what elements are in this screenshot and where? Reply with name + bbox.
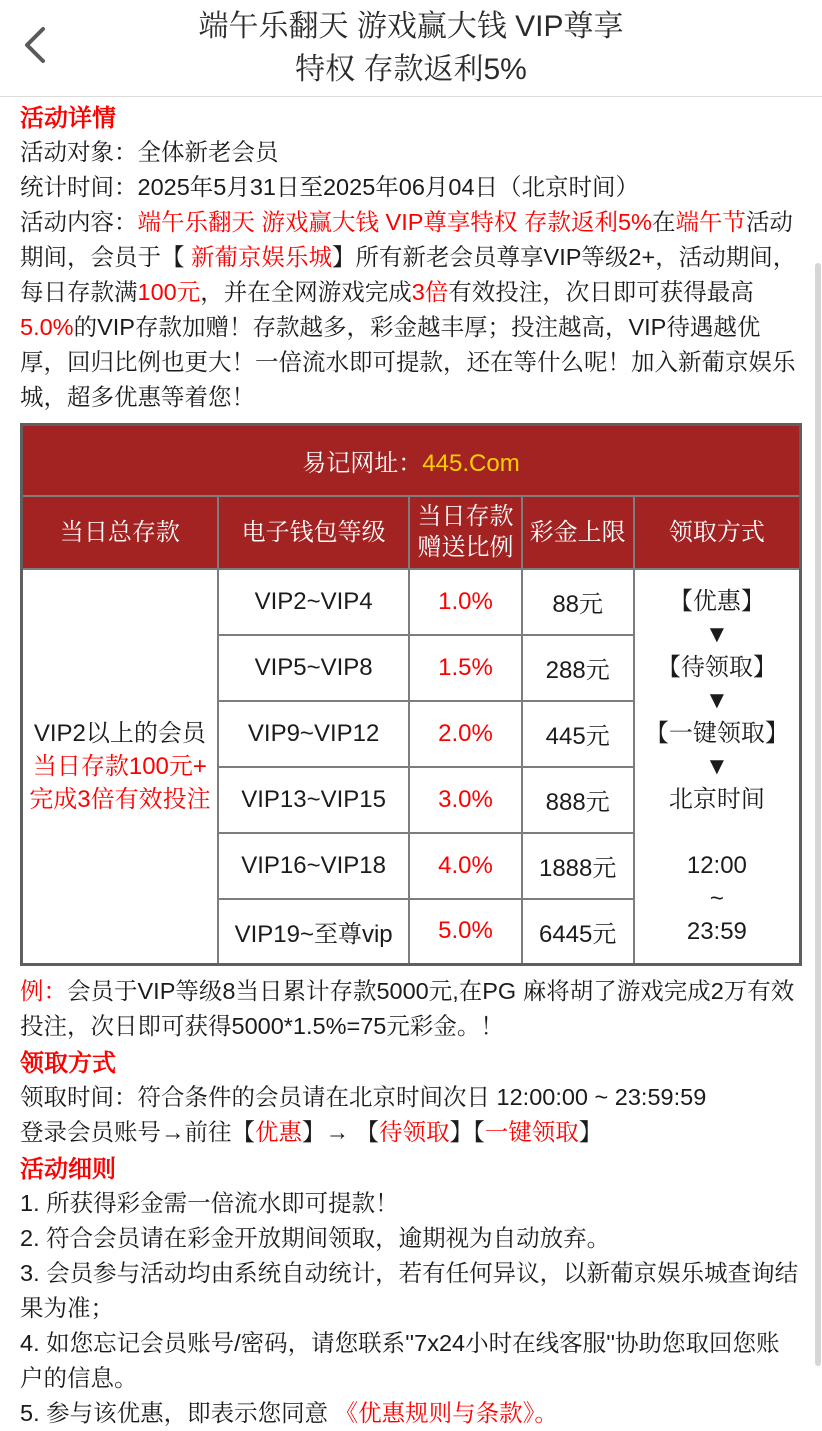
rule-item-5: 5. 参与该优惠，即表示您同意 《优惠规则与条款》。 xyxy=(20,1400,558,1426)
table-row xyxy=(22,569,801,635)
cap-cell: 445元 xyxy=(522,701,634,767)
table-header-row xyxy=(22,496,801,569)
level-cell: VIP19~至尊vip xyxy=(218,899,410,965)
cap-cell: 6445元 xyxy=(522,899,634,965)
ratio-cell: 3.0% xyxy=(409,767,521,833)
arrow-down-icon: ▼ xyxy=(705,686,729,714)
details-heading: 活动详情 xyxy=(20,105,116,132)
claim-time-line: 领取时间：符合条件的会员请在北京时间次日 12:00:00 ~ 23:59:59 xyxy=(20,1084,707,1110)
audience-line: 活动对象：全体新老会员 xyxy=(20,139,279,165)
ratio-cell: 1.0% xyxy=(409,569,521,635)
ratio-cell: 5.0% xyxy=(409,899,521,965)
page-title: 端午乐翻天 游戏赢大钱 VIP尊享 特权 存款返利5% xyxy=(198,10,624,86)
claim-path-line: 登录会员账号→前往【优惠】→ 【待领取】【一键领取】 xyxy=(20,1119,603,1145)
example-paragraph: 例：会员于VIP等级8当日累计存款5000元,在PG 麻将胡了游戏完成2万有效投注，次日即可获得5000*1.5%=75元彩金。！ xyxy=(20,978,795,1039)
terms-link[interactable]: 《优惠规则与条款》。 xyxy=(334,1400,558,1426)
level-cell: VIP5~VIP8 xyxy=(218,635,410,701)
back-button[interactable] xyxy=(20,26,50,68)
cap-cell: 88元 xyxy=(522,569,634,635)
cap-cell: 1888元 xyxy=(522,833,634,899)
col-header-total-deposit: 当日总存款 xyxy=(22,496,218,569)
site-banner-row xyxy=(22,425,801,496)
claim-heading: 领取方式 xyxy=(20,1050,116,1077)
level-cell: VIP13~VIP15 xyxy=(218,767,410,833)
col-header-wallet-level: 电子钱包等级 xyxy=(218,496,410,569)
rules-heading: 活动细则 xyxy=(20,1156,116,1183)
scrollbar-thumb[interactable] xyxy=(815,263,821,1366)
col-header-bonus-ratio: 当日存款赠送比例 xyxy=(409,496,521,569)
arrow-down-icon: ▼ xyxy=(705,620,729,648)
promo-content xyxy=(0,97,822,1431)
arrow-down-icon: ▼ xyxy=(705,752,729,780)
rule-item-4: 4. 如您忘记会员账号/密码，请您联系''7x24小时在线客服''协助您取回您账户的信息。 xyxy=(20,1330,780,1391)
ratio-cell: 1.5% xyxy=(409,635,521,701)
level-cell: VIP9~VIP12 xyxy=(218,701,410,767)
rule-item-2: 2. 符合会员请在彩金开放期间领取，逾期视为自动放弃。 xyxy=(20,1225,611,1251)
site-banner-cell: 易记网址：445.Com xyxy=(22,425,801,496)
ratio-cell: 4.0% xyxy=(409,833,521,899)
cap-cell: 888元 xyxy=(522,767,634,833)
level-cell: VIP2~VIP4 xyxy=(218,569,410,635)
rule-item-1: 1. 所获得彩金需一倍流水即可提款！ xyxy=(20,1190,399,1216)
col-header-bonus-cap: 彩金上限 xyxy=(522,496,634,569)
rule-item-3: 3. 会员参与活动均由系统自动统计，若有任何异议，以新葡京娱乐城查询结果为准； xyxy=(20,1260,799,1321)
member-condition-cell: VIP2以上的会员 当日存款100元+ 完成3倍有效投注 xyxy=(22,569,218,965)
cap-cell: 288元 xyxy=(522,635,634,701)
level-cell: VIP16~VIP18 xyxy=(218,833,410,899)
site-url: 445.Com xyxy=(422,449,520,477)
activity-content-paragraph: 活动内容：端午乐翻天 游戏赢大钱 VIP尊享特权 存款返利5%在端午节活动期间，会员于【 新葡京娱乐城】所有新老会员尊享VIP等级2+，活动期间，每日存款满100元，并在全网游戏完成3倍有效投注，次日即可获得最高5.0%的VIP存款加赠！存款越多，彩金越丰厚；投注越高，VIP待遇越优厚，回归比例也更大！一倍流水即可提款，还在等什么呢！加入新葡京娱乐城，超多优惠等着您！ xyxy=(20,209,797,410)
chevron-left-icon xyxy=(23,26,47,69)
claim-method-cell: 【优惠】 ▼ 【待领取】 ▼ 【一键领取】 ▼ 北京时间 12:00 ~ 23:59 xyxy=(634,569,801,965)
stat-time-line: 统计时间：2025年5月31日至2025年06月04日（北京时间） xyxy=(20,174,640,200)
page-header xyxy=(0,0,822,97)
col-header-claim-method: 领取方式 xyxy=(634,496,801,569)
ratio-cell: 2.0% xyxy=(409,701,521,767)
vip-rebate-table xyxy=(20,423,802,966)
